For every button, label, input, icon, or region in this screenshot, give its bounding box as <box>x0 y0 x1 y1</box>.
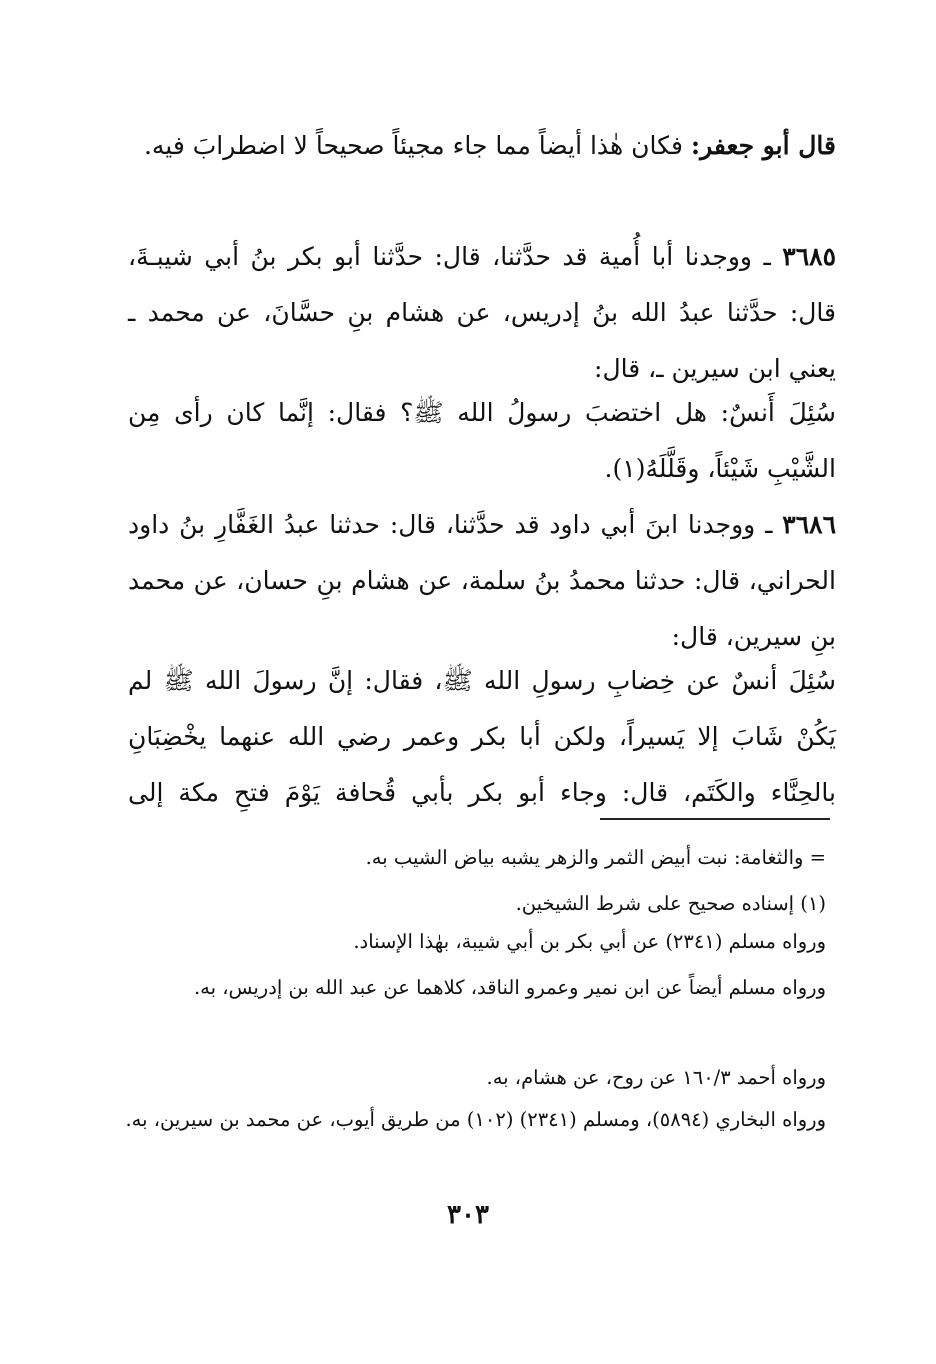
paragraph-text: فكان هٰذا أيضاً مما جاء مجيئاً صحيحاً لا اضطرابَ فيه. <box>143 131 683 160</box>
hadith-isnad: ـ ووجدنا ابنَ أبي داود قد حدَّثنا، قال: حدثنا عبدُ الغَفَّارِ بنُ داود الحراني، قال: حدثنا محمدُ بنُ سلمة، عن هشام بنِ حسان، عن محمد بنِ سيرين، قال: <box>128 510 836 651</box>
footnote-1: (١) إسناده صحيح على شرط الشيخين. <box>515 892 826 915</box>
hadith-3685-matn <box>128 385 836 497</box>
paragraph-lead: قال أبو جعفر: <box>690 131 836 160</box>
hadith-isnad: ـ ووجدنا أبا أُمية قد حدَّثنا، قال: حدَّثنا أبو بكر بنُ أبي شيبـةَ، قال: حدَّثنا عبدُ الله بنُ إدريس، عن هشام بنِ حسَّانَ، عن محمد ـ يعني ابن سيرين ـ، قال: <box>128 242 836 383</box>
hadith-matn: سُئِلَ أَنسٌ: هل اختضبَ رسولُ الله ﷺ؟ فقال: إنَّما كان رأى مِن الشَّيْبِ شَيْئاً، وقَلَّلَهُ(١). <box>128 398 836 483</box>
footnote-line: ورواه أحمد ١٦٠/٣ عن روح، عن هشام، به. <box>486 1066 826 1089</box>
footnote-line: ورواه مسلم أيضاً عن ابن نمير وعمرو الناقد، كلاهما عن عبد الله بن إدريس، به. <box>193 976 826 999</box>
paragraph-commentary <box>128 118 836 174</box>
footnote-line: ورواه مسلم (٢٣٤١) عن أبي بكر بن أبي شيبة، بهٰذا الإسناد. <box>353 930 826 953</box>
footnote-continuation: = والثغامة: نبت أبيض الثمر والزهر يشبه بياض الشيب به. <box>365 846 826 869</box>
footnote-line: ورواه البخاري (٥٨٩٤)، ومسلم (٢٣٤١) (١٠٢) من طريق أيوب، عن محمد بن سيرين، به. <box>125 1108 826 1131</box>
hadith-number: ٣٦٨٥ <box>782 242 836 271</box>
footnote-separator <box>600 818 830 820</box>
hadith-number: ٣٦٨٦ <box>782 510 837 539</box>
hadith-3685-isnad <box>128 229 836 397</box>
hadith-3686-matn <box>128 653 836 821</box>
hadith-3686-isnad <box>128 497 836 665</box>
hadith-matn: سُئِلَ أنسٌ عن خِضابِ رسولِ الله ﷺ، فقال: إنَّ رسولَ الله ﷺ لم يَكُنْ شَابَ إلا يَسيراً، ولكن أبا بكر وعمر رضي الله عنهما يخْضِبَانِ بالحِنَّاء والكَتَم، قال: وجاء أبو بكر بأبي قُحافة يَوْمَ فتحِ مكة إلى <box>128 666 836 807</box>
page-number: ٣٠٣ <box>447 1200 489 1230</box>
